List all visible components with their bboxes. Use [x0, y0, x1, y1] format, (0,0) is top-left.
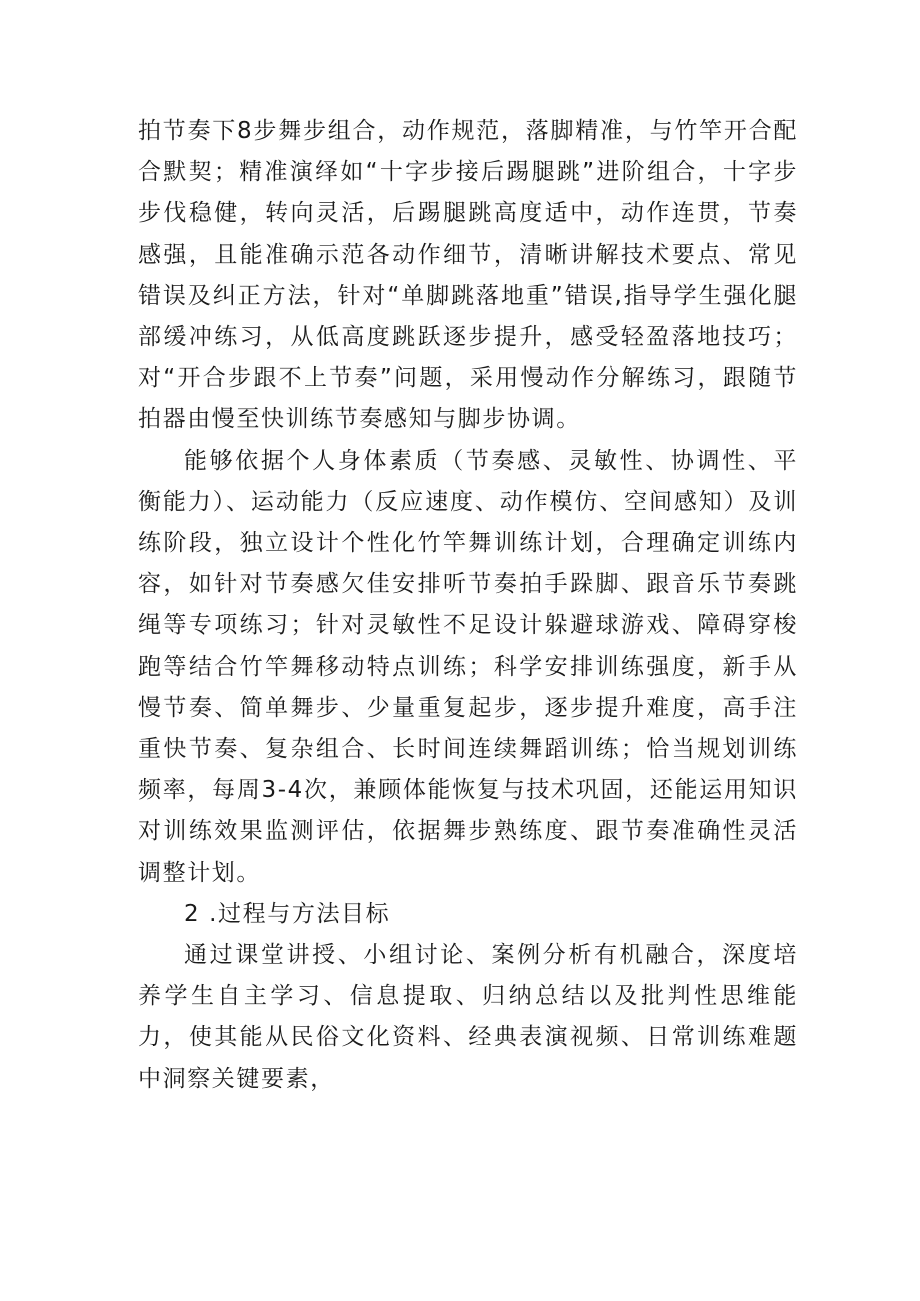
paragraph-training-plan: 能够依据个人身体素质（节奏感、灵敏性、协调性、平衡能力）、运动能力（反应速度、动作模仿、空间感知）及训练阶段，独立设计个性化竹竿舞训练计划，合理确定训练内容，如针对节奏感欠佳安排听节奏拍手跺脚、跟音乐节奏跳绳等专项练习；针对灵敏性不足设计躲避球游戏、障碍穿梭跑等结合竹竿舞移动特点训练；科学安排训练强度，新手从慢节奏、简单舞步、少量重复起步，逐步提升难度，高手注重快节奏、复杂组合、长时间连续舞蹈训练；恰当规划训练频率，每周3-4次，兼顾体能恢复与技术巩固，还能运用知识对训练效果监测评估，依据舞步熟练度、跟节奏准确性灵活调整计划。: [138, 447, 798, 886]
paragraph-continued: 拍节奏下8步舞步组合，动作规范，落脚精准，与竹竿开合配合默契；精准演绎如“十字步接后踢腿跳”进阶组合，十字步步伐稳健，转向灵活，后踢腿跳高度适中，动作连贯，节奏感强，且能准确示范各动作细节，清晰讲解技术要点、常见错误及纠正方法，针对“单脚跳落地重”错误,指导学生强化腿部缓冲练习，从低高度跳跃逐步提升，感受轻盈落地技巧；对“开合步跟不上节奏”问题，采用慢动作分解练习，跟随节拍器由慢至快训练节奏感知与脚步协调。: [138, 118, 798, 433]
document-body: [138, 111, 798, 1100]
paragraph-process-method: 通过课堂讲授、小组讨论、案例分析有机融合，深度培养学生自主学习、信息提取、归纳总结以及批判性思维能力，使其能从民俗文化资料、经典表演视频、日常训练难题中洞察关键要素，: [138, 942, 798, 1092]
section-heading-process-method: 2 .过程与方法目标: [184, 900, 391, 927]
